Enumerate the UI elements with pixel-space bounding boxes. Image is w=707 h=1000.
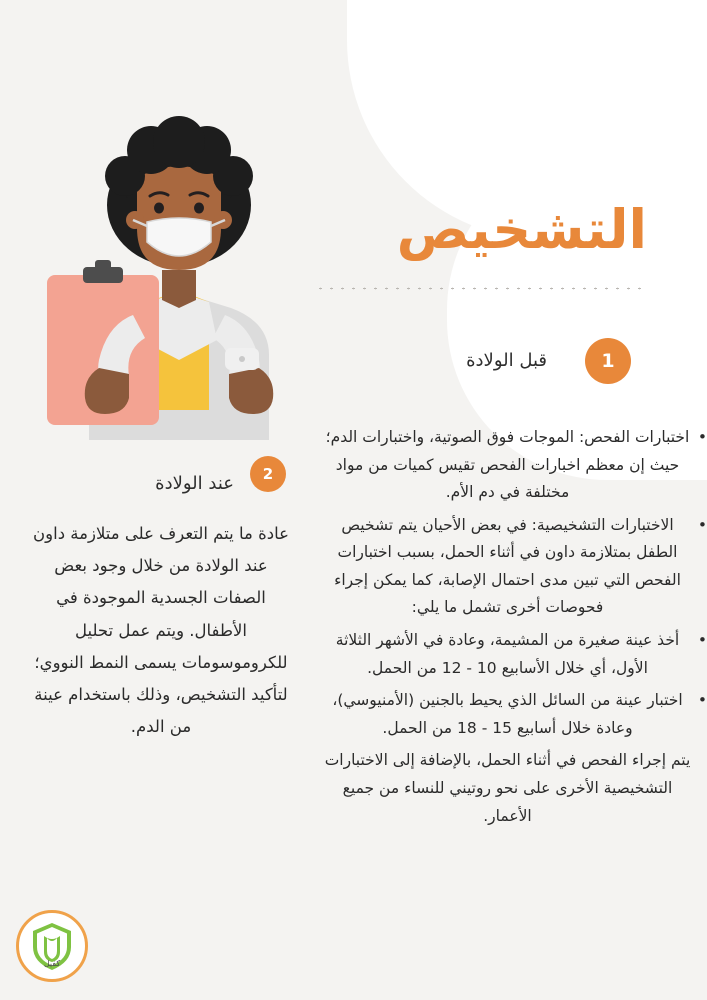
- title-underline-dots: [315, 286, 645, 290]
- section-label-prenatal: قبل الولادة: [466, 350, 547, 371]
- decorative-blob-top-secondary: [457, 0, 707, 120]
- prenatal-bullet-4: • اختبار عينة من السائل الذي يحيط بالجنين (الأمنيوسي)، وعادة خلال أسابيع 15 - 18 من الحمل.: [320, 687, 695, 742]
- logo-text: كفيل: [43, 959, 61, 968]
- prenatal-bullet-3: • أخذ عينة صغيرة من المشيمة، وعادة في الأشهر الثلاثة الأول، أي خلال الأسابيع 10 - 12 من الحمل.: [320, 627, 695, 682]
- organization-logo: [16, 910, 88, 982]
- section-number-badge-1: 1: [585, 338, 631, 384]
- at-birth-paragraph: عادة ما يتم التعرف على متلازمة داون عند الولادة من خلال وجود بعض الصفات الجسدية الموجودة في الأطفال. ويتم عمل تحليل للكروموسومات يسمى النمط النووي؛ لتأكيد التشخيص، وذلك باستخدام عينة من الدم.: [33, 524, 289, 737]
- doctor-illustration: [29, 110, 329, 440]
- prenatal-body: [320, 424, 695, 835]
- section-label-at-birth: عند الولادة: [155, 473, 234, 494]
- prenatal-footer-text: يتم إجراء الفحص في أثناء الحمل، بالإضافة إلى الاختبارات التشخيصية الأخرى على نحو روتيني للنساء من جميع الأعمار.: [324, 751, 691, 825]
- section-number-badge-2: 2: [250, 456, 286, 492]
- page-title: التشخيص: [396, 198, 647, 261]
- prenatal-bullet-1: • اختبارات الفحص: الموجات فوق الصوتية، واختبارات الدم؛ حيث إن معظم اخبارات الفحص تقيس كميات من مواد مختلفة في دم الأم.: [320, 424, 695, 507]
- prenatal-bullet-2: • الاختبارات التشخيصية: في بعض الأحيان يتم تشخيص الطفل بمتلازمة داون في أثناء الحمل، بسبب اختبارات الفحص التي تبين مدى احتمال الإصابة، كما يمكن إجراء فحوصات أخرى تشمل ما يلي:: [320, 512, 695, 622]
